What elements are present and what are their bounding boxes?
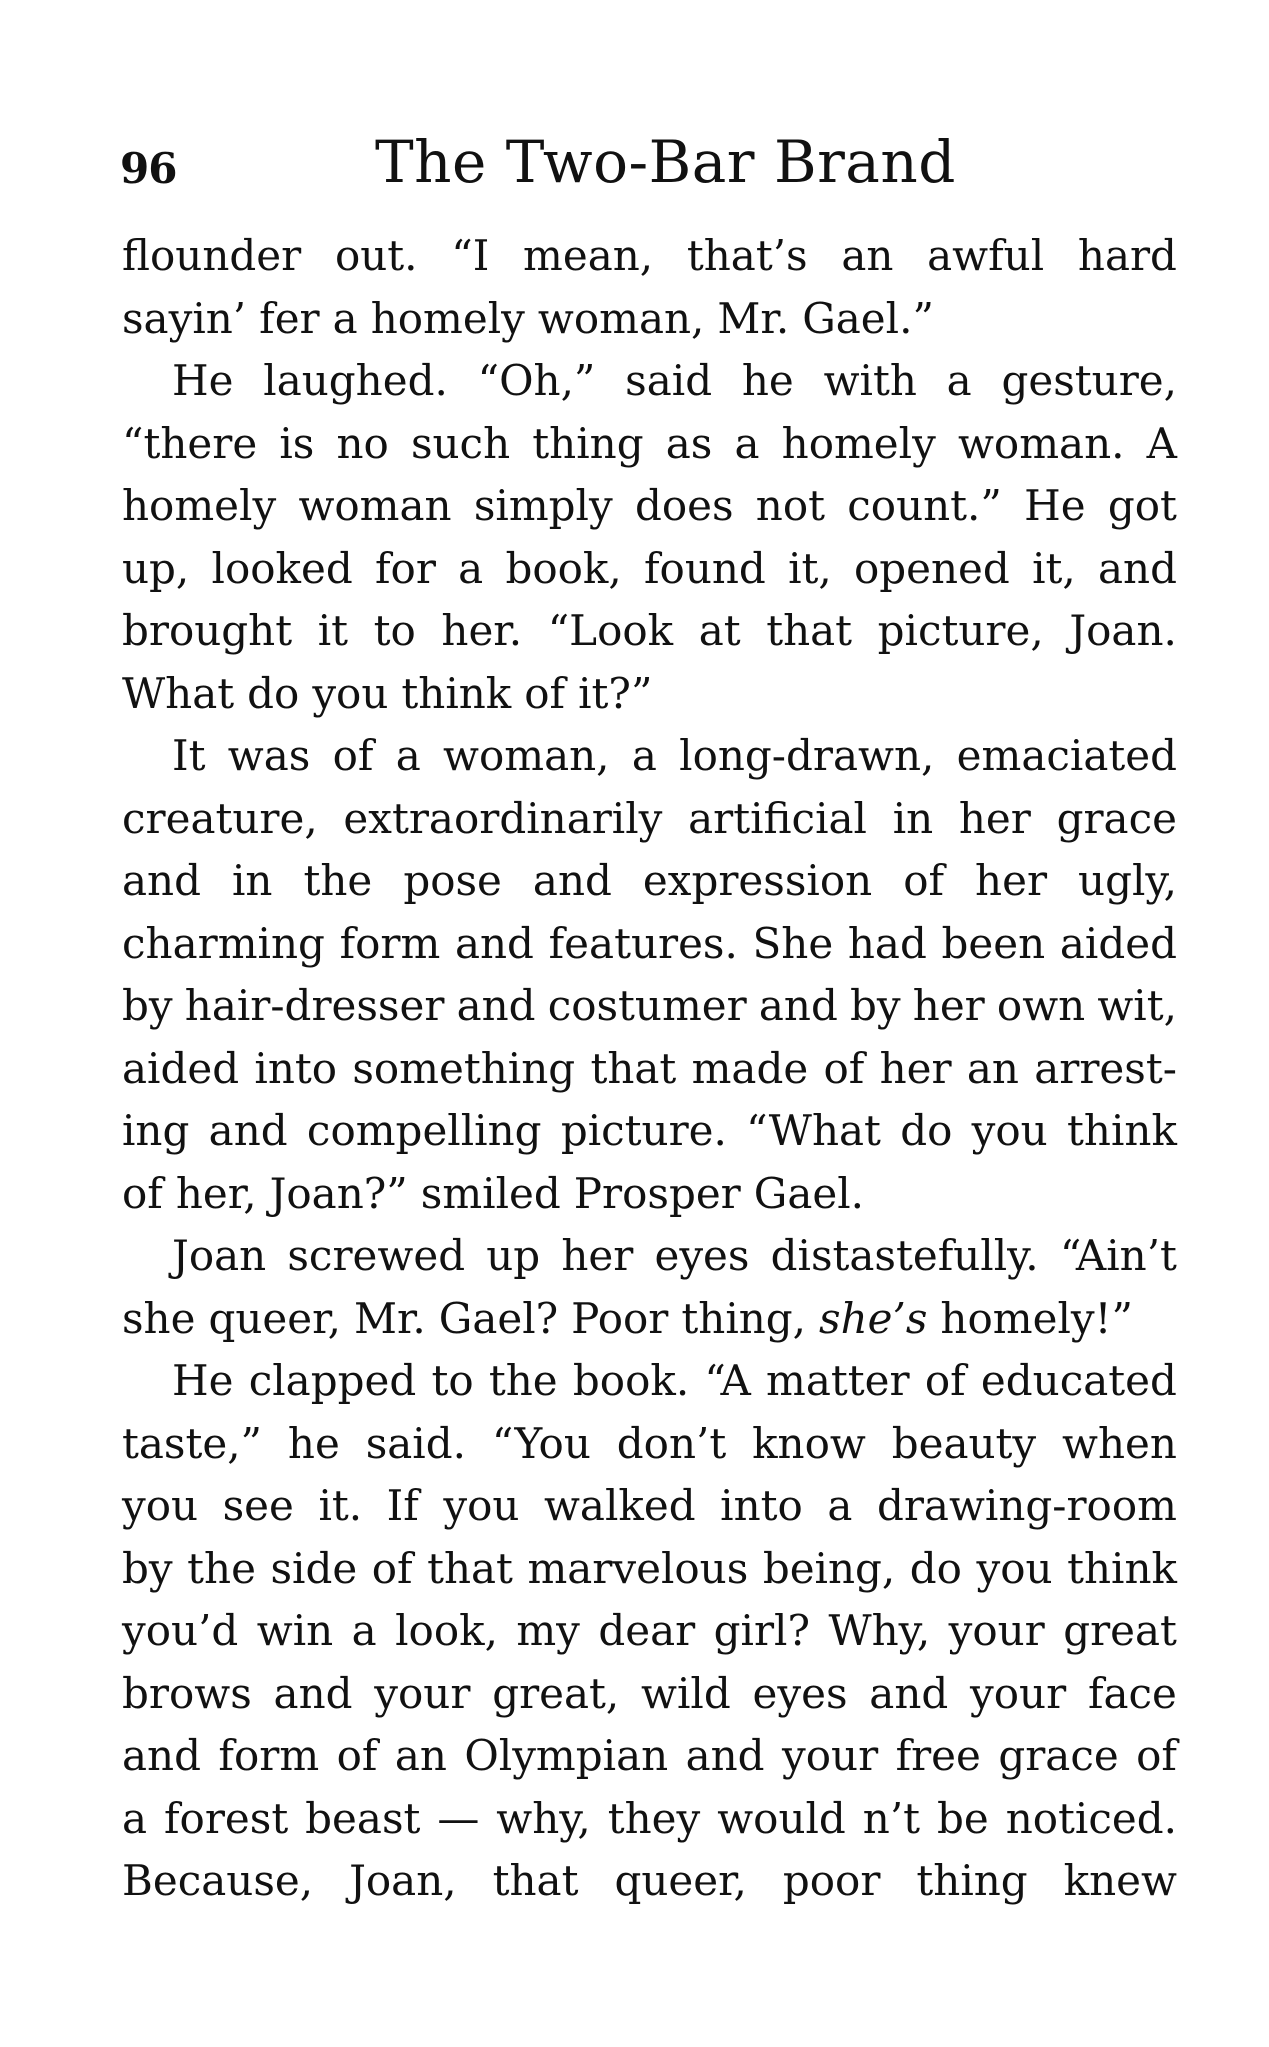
word: that [492, 1856, 579, 1905]
word: it?” [578, 668, 653, 718]
word: picture, [877, 606, 1044, 655]
word: fer [259, 293, 320, 343]
word: an [841, 231, 894, 280]
word: win [256, 1606, 334, 1655]
word: opened [853, 543, 1010, 593]
word: of [122, 1168, 163, 1218]
word: something [352, 1043, 576, 1093]
word: into [720, 1481, 803, 1530]
word: in [892, 793, 934, 843]
word: when [1062, 1418, 1177, 1468]
word: and [869, 1668, 949, 1718]
word: of [823, 1043, 865, 1093]
word: a [458, 543, 484, 593]
word: “Ain’t [1059, 1231, 1177, 1280]
word: that [766, 606, 853, 655]
text-line [122, 1663, 1177, 1726]
paragraph [122, 350, 1177, 725]
word: A [1146, 418, 1177, 468]
word: Because, [122, 1856, 314, 1905]
body-text [122, 225, 1177, 1913]
text-line [122, 1788, 1177, 1851]
word: queer, [614, 1856, 747, 1905]
word: dear [598, 1606, 696, 1655]
word: she’s [819, 1293, 928, 1343]
paragraph [122, 1225, 1177, 1350]
word: beauty [891, 1418, 1037, 1468]
word: “Oh,” [477, 356, 596, 405]
word: been [941, 918, 1046, 968]
word: charming [122, 918, 325, 968]
word: an [394, 1731, 447, 1780]
word: it, [788, 543, 832, 593]
word: a [122, 1793, 148, 1843]
word: her. [441, 606, 523, 655]
word: “there [122, 418, 258, 468]
text-line [122, 1538, 1177, 1601]
word: mean, [523, 231, 654, 280]
page-number: 96 [120, 144, 177, 193]
paragraph [122, 1350, 1177, 1913]
word: of [903, 856, 945, 905]
text-line [122, 663, 1177, 726]
word: drawing-room [876, 1481, 1177, 1530]
word: forest [164, 1793, 289, 1843]
word: artificial [688, 793, 867, 843]
word: think [1067, 1106, 1177, 1155]
word: woman. [957, 418, 1125, 468]
word: educated [980, 1356, 1177, 1405]
word: It [172, 731, 206, 780]
word: think [1067, 1543, 1177, 1593]
word: own [996, 981, 1086, 1030]
word: a [332, 293, 358, 343]
word: free [895, 1731, 981, 1780]
text-line [122, 413, 1177, 476]
word: your [948, 1606, 1045, 1655]
word: poor [782, 1856, 881, 1905]
word: do [900, 1106, 953, 1155]
word: extraordinarily [343, 793, 663, 843]
word: eyes [752, 1668, 848, 1718]
word: up, [122, 543, 190, 593]
word: don’t [616, 1418, 727, 1468]
text-line [122, 288, 1177, 351]
word: made [691, 1043, 809, 1093]
word: Poor [571, 1293, 669, 1343]
word: ugly, [1078, 856, 1177, 905]
word: face [1087, 1668, 1177, 1718]
word: n’t [862, 1793, 921, 1843]
word: why, [496, 1793, 591, 1843]
word: She [752, 918, 834, 968]
text-line [122, 225, 1177, 288]
word: walked [543, 1481, 696, 1530]
word: think [401, 668, 512, 718]
word: of [332, 731, 374, 780]
word: homely!” [940, 1293, 1133, 1343]
word: creature, [122, 793, 318, 843]
word: brows [122, 1668, 252, 1718]
word: said. [365, 1418, 466, 1468]
text-line [122, 1725, 1177, 1788]
word: got [1107, 481, 1177, 530]
word: aided [122, 1043, 240, 1093]
word: ing [122, 1106, 190, 1155]
word: look, [395, 1606, 498, 1655]
word: “What [746, 1106, 881, 1155]
word: looked [211, 543, 353, 593]
word: do [247, 668, 300, 718]
word: and [122, 856, 201, 905]
word: gesture, [1001, 356, 1177, 405]
word: to [431, 1356, 474, 1405]
word: compelling [306, 1106, 542, 1155]
word: queer, [208, 1293, 341, 1343]
word: “A [704, 1356, 751, 1405]
word: noticed. [1005, 1793, 1177, 1843]
word: of [371, 1543, 413, 1593]
word: her [561, 1231, 634, 1280]
word: the [187, 1543, 256, 1593]
text-line [122, 913, 1177, 976]
word: woman, [443, 731, 610, 780]
word: in [232, 856, 273, 905]
word: What [122, 668, 235, 718]
word: your [374, 1668, 471, 1718]
word: “You [491, 1418, 591, 1468]
word: they [607, 1793, 701, 1843]
word: a [734, 418, 760, 468]
word: picture. [560, 1106, 727, 1155]
text-line [122, 975, 1177, 1038]
text-line [122, 1288, 1177, 1351]
word: book, [505, 543, 622, 593]
paragraph [122, 725, 1177, 1225]
word: thing, [681, 1293, 807, 1343]
word: form [218, 1731, 320, 1780]
word: found [643, 543, 766, 593]
word: her [912, 981, 985, 1030]
word: and [456, 981, 536, 1030]
word: a [631, 731, 657, 780]
word: screwed [287, 1231, 466, 1280]
word: you [976, 1543, 1053, 1593]
word: side [270, 1543, 358, 1593]
word: it [317, 606, 349, 655]
word: and [1097, 543, 1177, 593]
word: it. [318, 1481, 363, 1530]
word: — [437, 1793, 480, 1843]
word: eyes [654, 1231, 750, 1280]
word: “Look [547, 606, 674, 655]
word: and [685, 1731, 765, 1780]
word: you’d [122, 1606, 239, 1655]
word: and [532, 856, 612, 905]
word: pose [403, 856, 502, 905]
word: Joan [172, 1231, 267, 1280]
word: is [279, 418, 315, 468]
word: Mr. [717, 293, 790, 343]
word: would [717, 1793, 846, 1843]
word: and [454, 918, 534, 968]
word: Gael. [753, 1168, 864, 1218]
word: homely [122, 481, 277, 530]
text-line [122, 475, 1177, 538]
word: thing [532, 418, 644, 468]
word: He [172, 1356, 234, 1405]
word: Prosper [573, 1168, 741, 1218]
word: you [443, 1481, 520, 1530]
word: Joan, [349, 1856, 457, 1905]
running-title: The Two-Bar Brand [375, 128, 956, 196]
text-line [122, 1413, 1177, 1476]
word: my [516, 1606, 580, 1655]
word: homely [781, 418, 936, 468]
word: grace [1056, 793, 1177, 843]
text-line [122, 1038, 1177, 1101]
word: and [758, 981, 838, 1030]
word: book. [572, 1356, 690, 1405]
word: does [634, 481, 734, 530]
word: Olympian [464, 1731, 669, 1780]
word: hair-dresser [184, 981, 445, 1030]
word: see [222, 1481, 294, 1530]
word: flounder [122, 231, 302, 280]
word: He [1024, 481, 1086, 530]
word: with [823, 356, 917, 405]
word: Why, [828, 1606, 931, 1655]
word: woman [298, 481, 452, 530]
word: aided [1059, 918, 1177, 968]
text-line [122, 1850, 1177, 1913]
word: by [850, 981, 901, 1030]
word: of [524, 668, 566, 718]
text-line [122, 1100, 1177, 1163]
word: emaciated [956, 731, 1177, 780]
word: your [970, 1668, 1067, 1718]
word: “I [451, 231, 490, 280]
word: Mr. [353, 1293, 426, 1343]
word: great [1063, 1606, 1177, 1655]
word: by [122, 981, 173, 1030]
word: Joan?” [269, 1168, 408, 1218]
text-line [122, 1600, 1177, 1663]
word: He [172, 356, 234, 405]
word: Gael? [438, 1293, 559, 1343]
word: If [386, 1481, 419, 1530]
paragraph [122, 225, 1177, 350]
word: homely [370, 293, 525, 343]
word: the [488, 1356, 558, 1405]
word: Gael.” [802, 293, 934, 343]
word: he [287, 1418, 340, 1468]
word: do [909, 1543, 962, 1593]
word: a [827, 1481, 853, 1530]
word: her [958, 793, 1031, 843]
word: brought [122, 606, 293, 655]
word: she [122, 1293, 196, 1343]
word: as [665, 418, 713, 468]
word: that’s [686, 231, 808, 280]
word: know [752, 1418, 866, 1468]
word: matter [766, 1356, 910, 1405]
word: a [395, 731, 421, 780]
word: her [975, 856, 1048, 905]
word: form [339, 918, 441, 968]
text-line [122, 1350, 1177, 1413]
word: into [254, 1043, 338, 1093]
word: be [937, 1793, 989, 1843]
word: hard [1077, 231, 1177, 280]
word: and [122, 1731, 201, 1780]
word: that [590, 1043, 677, 1093]
text-line [122, 788, 1177, 851]
word: smiled [420, 1168, 561, 1218]
word: wit, [1097, 981, 1177, 1030]
word: taste,” [122, 1418, 263, 1468]
word: expression [642, 856, 873, 905]
word: your [782, 1731, 879, 1780]
word: and [208, 1106, 288, 1155]
text-line [122, 1225, 1177, 1288]
word: by [122, 1543, 173, 1593]
word: simply [473, 481, 613, 530]
text-line [122, 1163, 1177, 1226]
word: it, [1032, 543, 1076, 593]
word: thing [916, 1856, 1028, 1905]
word: being, [762, 1543, 896, 1593]
word: awful [927, 231, 1045, 280]
word: out. [334, 231, 418, 280]
word: of [336, 1731, 378, 1780]
word: at [698, 606, 741, 655]
word: you [312, 668, 389, 718]
word: wild [641, 1668, 731, 1718]
text-line [122, 538, 1177, 601]
word: long-drawn, [679, 731, 935, 780]
word: was [227, 731, 311, 780]
word: and [273, 1668, 353, 1718]
word: beast [305, 1793, 421, 1843]
word: such [410, 418, 511, 468]
word: great, [492, 1668, 620, 1718]
word: knew [1063, 1856, 1177, 1905]
word: you [122, 1481, 199, 1530]
word: costumer [547, 981, 747, 1030]
word: to [373, 606, 416, 655]
word: distastefully. [770, 1231, 1039, 1280]
word: features. [548, 918, 738, 968]
word: not [755, 481, 826, 530]
word: had [847, 918, 927, 968]
word: said [625, 356, 713, 405]
word: an [966, 1043, 1019, 1093]
word: a [351, 1606, 377, 1655]
word: count.” [847, 481, 1002, 530]
word: of [924, 1356, 966, 1405]
word: he [741, 356, 794, 405]
word: the [303, 856, 373, 905]
word: grace [998, 1731, 1119, 1780]
text-line [122, 600, 1177, 663]
text-line [122, 1475, 1177, 1538]
text-line [122, 725, 1177, 788]
word: woman, [537, 293, 705, 343]
word: you [971, 1106, 1048, 1155]
word: Joan. [1069, 606, 1177, 655]
word: up [486, 1231, 541, 1280]
word: no [336, 418, 389, 468]
word: her, [175, 1168, 257, 1218]
word: for [375, 543, 436, 593]
word: arrest- [1034, 1043, 1177, 1093]
word: of [1136, 1731, 1177, 1780]
word: sayin’ [122, 293, 247, 343]
word: that [427, 1543, 513, 1593]
word: girl? [713, 1606, 811, 1655]
word: her [879, 1043, 952, 1093]
word: laughed. [263, 356, 448, 405]
text-line [122, 850, 1177, 913]
word: a [946, 356, 972, 405]
word: clapped [248, 1356, 417, 1405]
text-line [122, 350, 1177, 413]
running-header [120, 128, 1180, 208]
word: marvelous [527, 1543, 749, 1593]
